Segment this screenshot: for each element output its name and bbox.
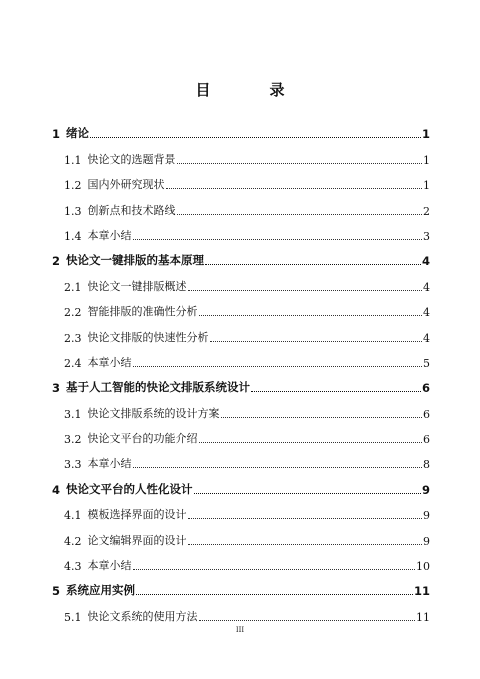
toc-entry-number: 2.3 bbox=[64, 331, 82, 345]
toc-chapter-entry[interactable] bbox=[52, 243, 430, 268]
toc-entry-page: 9 bbox=[421, 482, 430, 497]
toc-entry-label: 快论文平台的人性化设计 bbox=[66, 481, 193, 496]
toc-entry-label: 快论文一键排版的基本原理 bbox=[66, 253, 205, 268]
toc-entry-label: 本章小结 bbox=[87, 228, 132, 242]
toc-entry-label: 论文编辑界面的设计 bbox=[87, 533, 187, 547]
toc-entry-number: 4.3 bbox=[64, 560, 82, 574]
toc-entry-page: 4 bbox=[423, 280, 430, 294]
toc-entry-page: 8 bbox=[423, 458, 430, 472]
toc-section-entry[interactable] bbox=[52, 345, 430, 370]
toc-dot-leader bbox=[221, 417, 423, 418]
toc-dot-leader bbox=[133, 239, 423, 240]
toc-entry-number: 2 bbox=[52, 254, 61, 269]
toc-entry-label: 基于人工智能的快论文排版系统设计 bbox=[66, 380, 251, 395]
toc-entry-number: 3.1 bbox=[64, 407, 82, 421]
toc-entry-label: 智能排版的准确性分析 bbox=[87, 305, 198, 319]
toc-dot-leader bbox=[205, 264, 421, 265]
toc-entry-number: 1.2 bbox=[64, 179, 82, 193]
toc-entry-page: 11 bbox=[416, 610, 430, 624]
toc-entry-number: 3.2 bbox=[64, 433, 82, 447]
toc-entry-label: 创新点和技术路线 bbox=[87, 203, 176, 217]
toc-dot-leader bbox=[210, 341, 423, 342]
toc-entry-label: 快论文的选题背景 bbox=[87, 152, 176, 166]
toc-entry-page: 1 bbox=[423, 179, 430, 193]
toc-entry-page: 3 bbox=[423, 229, 430, 243]
toc-entry-number: 2.1 bbox=[64, 280, 82, 294]
toc-section-entry[interactable] bbox=[52, 192, 430, 217]
toc-dot-leader bbox=[133, 569, 416, 570]
toc-entry-page: 1 bbox=[423, 153, 430, 167]
toc-section-entry[interactable] bbox=[52, 294, 430, 319]
toc-section-entry[interactable] bbox=[52, 497, 430, 522]
toc-dot-leader bbox=[177, 214, 423, 215]
toc-dot-leader bbox=[90, 137, 421, 138]
toc-section-entry[interactable] bbox=[52, 395, 430, 420]
toc-dot-leader bbox=[194, 493, 421, 494]
toc-entry-number: 2.4 bbox=[64, 356, 82, 370]
toc-entry-number: 2.2 bbox=[64, 306, 82, 320]
toc-entry-label: 绪论 bbox=[66, 126, 90, 141]
toc-entry-number: 4.2 bbox=[64, 534, 82, 548]
toc-entry-number: 4 bbox=[52, 482, 61, 497]
toc-entry-number: 1.1 bbox=[64, 153, 82, 167]
toc-section-entry[interactable] bbox=[52, 598, 430, 623]
toc-entry-page: 4 bbox=[423, 331, 430, 345]
toc-entry-label: 快论文排版系统的设计方案 bbox=[87, 406, 220, 420]
toc-entry-number: 1.4 bbox=[64, 229, 82, 243]
toc-entry-number: 1.3 bbox=[64, 204, 82, 218]
toc-entry-label: 本章小结 bbox=[87, 559, 132, 573]
toc-entry-page: 9 bbox=[423, 509, 430, 523]
toc-entry-label: 系统应用实例 bbox=[66, 583, 136, 598]
toc-dot-leader bbox=[133, 467, 423, 468]
toc-entry-label: 快论文一键排版概述 bbox=[87, 279, 187, 293]
toc-entry-page: 6 bbox=[423, 407, 430, 421]
toc-section-entry[interactable] bbox=[52, 522, 430, 547]
toc-entry-page: 10 bbox=[416, 560, 430, 574]
toc-entry-label: 本章小结 bbox=[87, 457, 132, 471]
toc-chapter-entry[interactable] bbox=[52, 471, 430, 496]
toc-dot-leader bbox=[136, 594, 413, 595]
toc-entry-number: 3 bbox=[52, 381, 61, 396]
toc-entry-page: 2 bbox=[423, 204, 430, 218]
toc-section-entry[interactable] bbox=[52, 218, 430, 243]
toc-chapter-entry[interactable] bbox=[52, 116, 430, 141]
toc-entry-number: 5 bbox=[52, 584, 61, 599]
toc-entry-label: 模板选择界面的设计 bbox=[87, 508, 187, 522]
toc-section-entry[interactable] bbox=[52, 319, 430, 344]
toc-dot-leader bbox=[251, 391, 421, 392]
toc-dot-leader bbox=[188, 290, 423, 291]
toc-entry-number: 5.1 bbox=[64, 610, 82, 624]
toc-dot-leader bbox=[188, 518, 423, 519]
toc-section-entry[interactable] bbox=[52, 268, 430, 293]
table-of-contents bbox=[52, 116, 430, 624]
toc-dot-leader bbox=[188, 544, 423, 545]
toc-dot-leader bbox=[166, 188, 423, 189]
toc-section-entry[interactable] bbox=[52, 421, 430, 446]
toc-section-entry[interactable] bbox=[52, 446, 430, 471]
toc-dot-leader bbox=[199, 315, 423, 316]
toc-entry-page: 6 bbox=[423, 433, 430, 447]
toc-entry-page: 9 bbox=[423, 534, 430, 548]
toc-entry-page: 4 bbox=[423, 306, 430, 320]
toc-entry-page: 11 bbox=[413, 584, 430, 599]
toc-section-entry[interactable] bbox=[52, 167, 430, 192]
toc-entry-page: 5 bbox=[423, 356, 430, 370]
toc-entry-label: 快论文排版的快速性分析 bbox=[87, 330, 209, 344]
toc-dot-leader bbox=[133, 366, 423, 367]
toc-entry-page: 1 bbox=[421, 127, 430, 142]
toc-entry-label: 国内外研究现状 bbox=[87, 178, 165, 192]
toc-dot-leader bbox=[177, 163, 423, 164]
toc-chapter-entry[interactable] bbox=[52, 370, 430, 395]
toc-entry-label: 快论文平台的功能介绍 bbox=[87, 432, 198, 446]
toc-chapter-entry[interactable] bbox=[52, 573, 430, 598]
toc-entry-label: 本章小结 bbox=[87, 355, 132, 369]
toc-entry-number: 4.1 bbox=[64, 509, 82, 523]
toc-entry-page: 4 bbox=[421, 254, 430, 269]
toc-dot-leader bbox=[199, 442, 423, 443]
toc-section-entry[interactable] bbox=[52, 141, 430, 166]
toc-entry-page: 6 bbox=[421, 381, 430, 396]
toc-entry-number: 3.3 bbox=[64, 458, 82, 472]
toc-title: 目 录 bbox=[195, 81, 307, 99]
toc-entry-number: 1 bbox=[52, 127, 61, 142]
page-number: III bbox=[235, 626, 245, 634]
toc-entry-label: 快论文系统的使用方法 bbox=[87, 609, 198, 623]
toc-dot-leader bbox=[199, 620, 416, 621]
toc-section-entry[interactable] bbox=[52, 548, 430, 573]
